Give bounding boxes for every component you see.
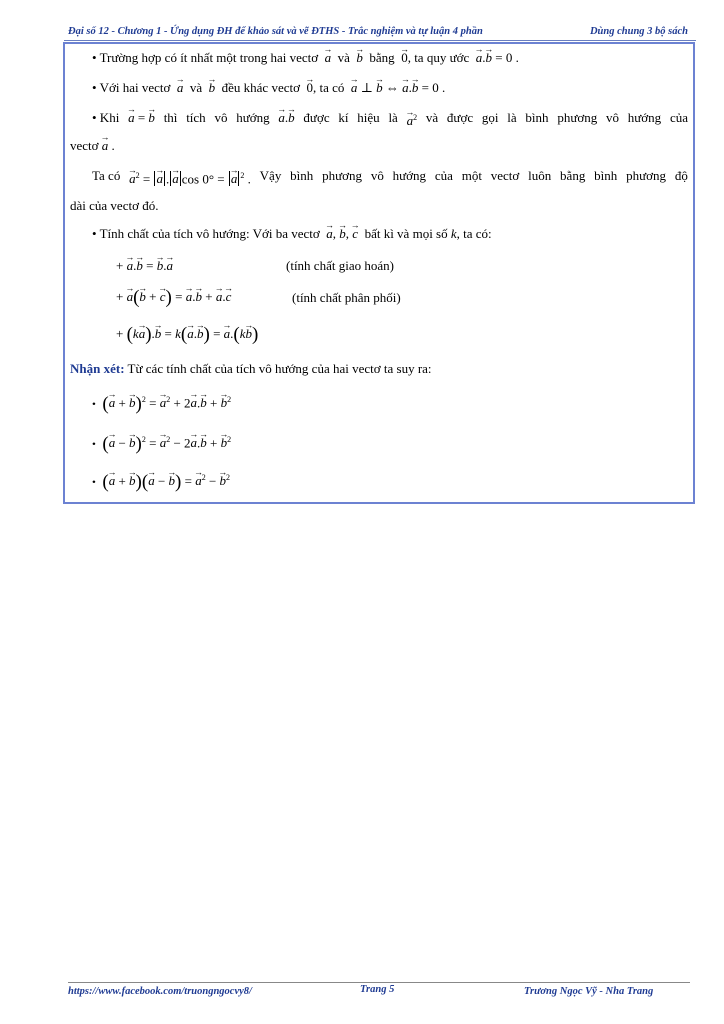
page-header — [68, 26, 688, 37]
line-zero-vector-case: • Trường hợp có ít nhất một trong hai vectơ → a và → b bằng → 0, ta quy ước → a.→ b = 0 . — [92, 50, 519, 66]
page-number: Trang 5 — [360, 984, 395, 995]
header-right: Dùng chung 3 bộ sách — [589, 26, 688, 37]
formula-magnitude: → $a^2$ = → a .→ a cos 0° = → a $^2$ . — [129, 168, 251, 187]
formula-ab: → a.→ b — [278, 110, 294, 129]
line-length: dài của vectơ đó. — [70, 198, 159, 213]
line-scalar-square: • Khi → a = → b thì tích vô hướng → a.→ b được kí hiệu là → $a^2$ và được gọi là bình phương vô hướng của — [92, 110, 688, 129]
note-text: Từ các tính chất của tích vô hướng của hai vectơ ta suy ra: — [127, 361, 432, 376]
header-left: Đại số 12 - Chương 1 - Ứng dụng ĐH để khảo sát và vẽ ĐTHS - Trắc nghiệm và tự luận 4 phần — [68, 26, 483, 37]
vec-zero: → 0 — [401, 50, 408, 66]
footer-rule — [68, 982, 690, 983]
formula-ab-zero: → a.→ b = 0 . — [476, 50, 519, 65]
property-commutative: + → a.→ b = → b.→ a — [116, 258, 173, 274]
property-scalar: + (k→ a).→ b = k(→ a.→ b) = → a.(k→ b) — [116, 326, 258, 343]
identity-diff-square: • (→ a − → b)$^2$ = → $a^2 - 2\to a.\to b$ + → $b^2$ — [92, 432, 231, 452]
header-rule — [64, 40, 696, 41]
property-commutative-label: (tính chất giao hoán) — [286, 258, 394, 273]
identity-sum-square: • (→ a + → b)$^2$ = → $a^2 + 2\to a.\to b$ + → $b^2$ — [92, 392, 231, 412]
property-distributive: + → a(→ b + → c) = → a.→ b + → a.→ c — [116, 289, 231, 306]
footer-link[interactable]: https://www.facebook.com/truongngocvy8/ — [68, 986, 252, 997]
vec-a: → a — [325, 50, 332, 66]
formula-perpendicular: → a ⊥ → b ⇔ → a.→ b = 0 . — [351, 80, 445, 95]
note — [70, 361, 432, 377]
note-label: Nhận xét: — [70, 361, 125, 376]
footer-author: Trương Ngọc Vỹ - Nha Trang — [524, 986, 654, 997]
line-vector-a: vectơ → a . — [70, 138, 115, 154]
line-properties: • Tính chất của tích vô hướng: Với ba vectơ → a, → b, → c bất kì và mọi số k, ta có: — [92, 226, 492, 242]
vec-b: → b — [356, 50, 363, 66]
line-magnitude: Ta có → $a^2$ = → a .→ a cos 0° = → a $^2$ . Vậy bình phương vô hướng của một vectơ luôn bằng bình phương độ — [92, 168, 688, 187]
identity-product: • (→ a + → b)(→ a − → b) = → $a^2$ − → $b^2$ — [92, 470, 230, 490]
line-perpendicular: • Với hai vectơ → a và → b đều khác vectơ → 0, ta có → a ⊥ → b ⇔ → a.→ b = 0 . — [92, 80, 445, 96]
formula-a-squared: → $a^2$ — [407, 110, 418, 129]
property-distributive-label: (tính chất phân phối) — [292, 290, 401, 305]
formula-a-eq-b: → a = → b — [128, 110, 155, 129]
